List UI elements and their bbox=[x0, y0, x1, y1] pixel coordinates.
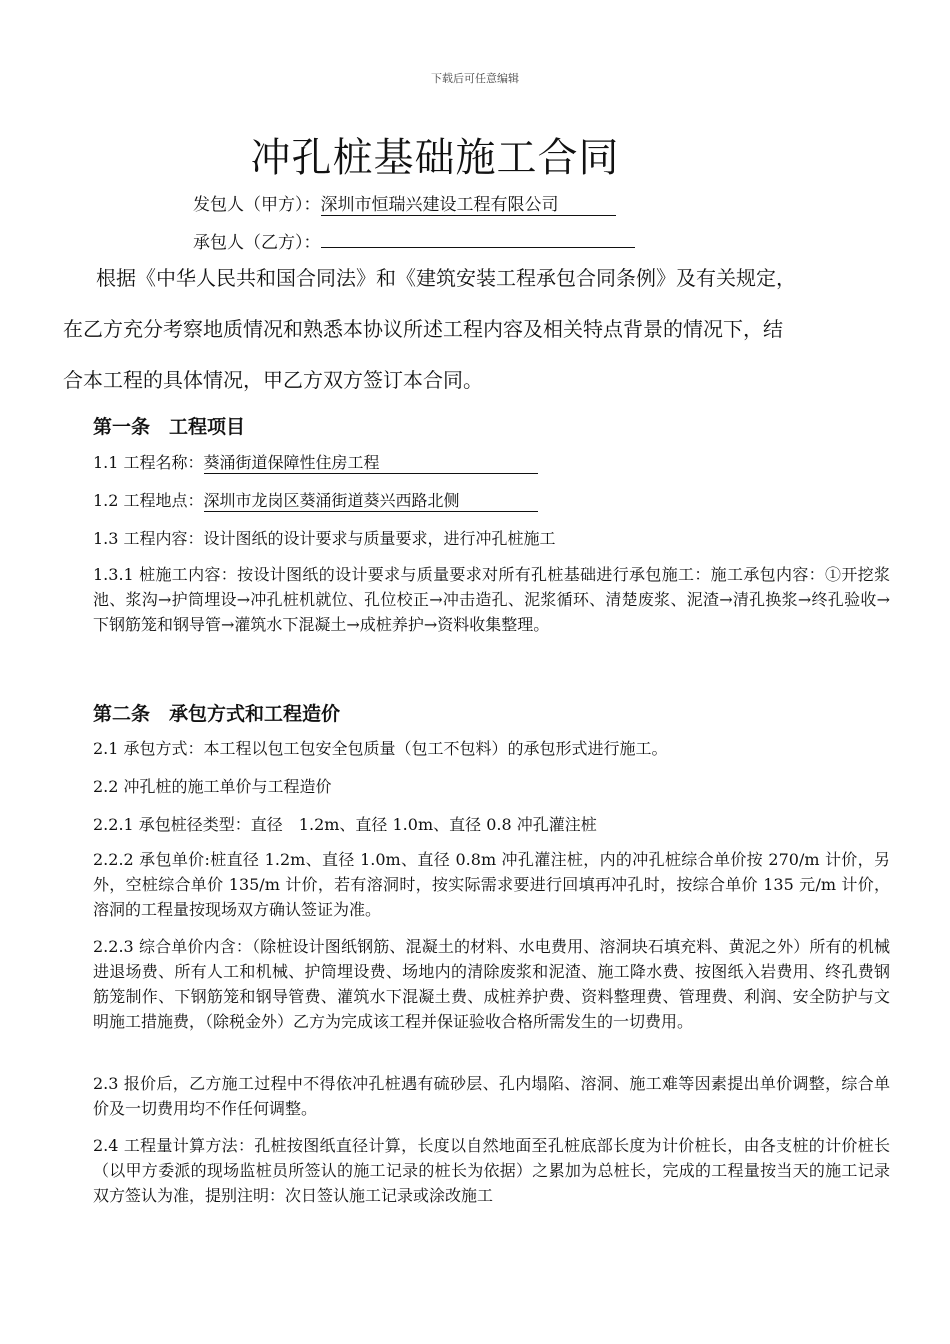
intro-line-1: 根据《中华人民共和国合同法》和《建筑安装工程承包合同条例》及有关规定， bbox=[96, 266, 796, 290]
contractor-value bbox=[321, 227, 635, 248]
contractor-row bbox=[193, 227, 635, 253]
intro-line-3: 合本工程的具体情况，甲乙方双方签订本合同。 bbox=[63, 368, 483, 392]
project-name-row bbox=[93, 450, 538, 474]
clause-2-2-1: 2.2.1 承包桩径类型：直径 1.2m、直径 1.0m、直径 0.8 冲孔灌注桩 bbox=[93, 815, 597, 834]
project-name-label: 1.1 工程名称： bbox=[93, 453, 204, 472]
section-2-heading: 第二条 承包方式和工程造价 bbox=[93, 703, 341, 725]
header-note: 下载后可任意编辑 bbox=[431, 72, 519, 85]
contractor-label: 承包人（乙方）： bbox=[193, 233, 321, 253]
project-content: 1.3 工程内容：设计图纸的设计要求与质量要求，进行冲孔桩施工 bbox=[93, 529, 556, 548]
intro-line-2: 在乙方充分考察地质情况和熟悉本协议所述工程内容及相关特点背景的情况下，结 bbox=[63, 317, 783, 341]
construction-detail: 1.3.1 桩施工内容：按设计图纸的设计要求与质量要求对所有孔桩基础进行承包施工：施工承包内容：①开挖浆池、浆沟→护筒埋设→冲孔桩机就位、孔位校正→冲击造孔、泥浆循环、清楚废浆、泥渣→清孔换浆→终孔验收→下钢筋笼和钢导管→灌筑水下混凝土→成桩养护→资料收集整理。 bbox=[93, 565, 890, 634]
clause-2-3: 2.3 报价后，乙方施工过程中不得依冲孔桩遇有硫砂层、孔内塌陷、溶洞、施工难等因素提出单价调整，综合单价及一切费用均不作任何调整。 bbox=[93, 1074, 890, 1118]
section-1-heading: 第一条 工程项目 bbox=[93, 416, 246, 438]
page-title: 冲孔桩基础施工合同 bbox=[250, 135, 620, 181]
project-location-label: 1.2 工程地点： bbox=[93, 491, 204, 510]
employer-row bbox=[193, 190, 616, 216]
employer-label: 发包人（甲方）： bbox=[193, 195, 321, 215]
project-location-value: 深圳市龙岗区葵涌街道葵兴西路北侧 bbox=[204, 491, 538, 512]
project-location-row bbox=[93, 488, 538, 512]
clause-2-4: 2.4 工程量计算方法：孔桩按图纸直径计算，长度以自然地面至孔桩底部长度为计价桩长，由各支桩的计价桩长（以甲方委派的现场监桩员所签认的施工记录的桩长为依据）之累加为总桩长，完成的工程量按当天的施工记录双方签认为准，提别注明：次日签认施工记录或涂改施工 bbox=[93, 1136, 890, 1205]
project-name-value: 葵涌街道保障性住房工程 bbox=[204, 453, 538, 474]
clause-2-2-2: 2.2.2 承包单价:桩直径 1.2m、直径 1.0m、直径 0.8m 冲孔灌注桩，内的冲孔桩综合单价按 270/m 计价，另外，空桩综合单价 135/m 计价，若有溶洞时，按实际需求要进行回填再冲孔时，按综合单价 135 元/m 计价，溶洞的工程量按现场双方确认签证为准。 bbox=[93, 850, 890, 919]
clause-2-1: 2.1 承包方式：本工程以包工包安全包质量（包工不包料）的承包形式进行施工。 bbox=[93, 739, 668, 758]
clause-2-2-3: 2.2.3 综合单价内含：（除桩设计图纸钢筋、混凝土的材料、水电费用、溶洞块石填充料、黄泥之外）所有的机械进退场费、所有人工和机械、护筒埋设费、场地内的清除废浆和泥渣、施工降水费、按图纸入岩费用、终孔费钢筋笼制作、下钢筋笼和钢导管费、灌筑水下混凝土费、成桩养护费、资料整理费、管理费、利润、安全防护与文明施工措施费，（除税金外）乙方为完成该工程并保证验收合格所需发生的一切费用。 bbox=[93, 937, 890, 1031]
clause-2-2: 2.2 冲孔桩的施工单价与工程造价 bbox=[93, 777, 332, 796]
employer-value: 深圳市恒瑞兴建设工程有限公司 bbox=[321, 195, 616, 216]
